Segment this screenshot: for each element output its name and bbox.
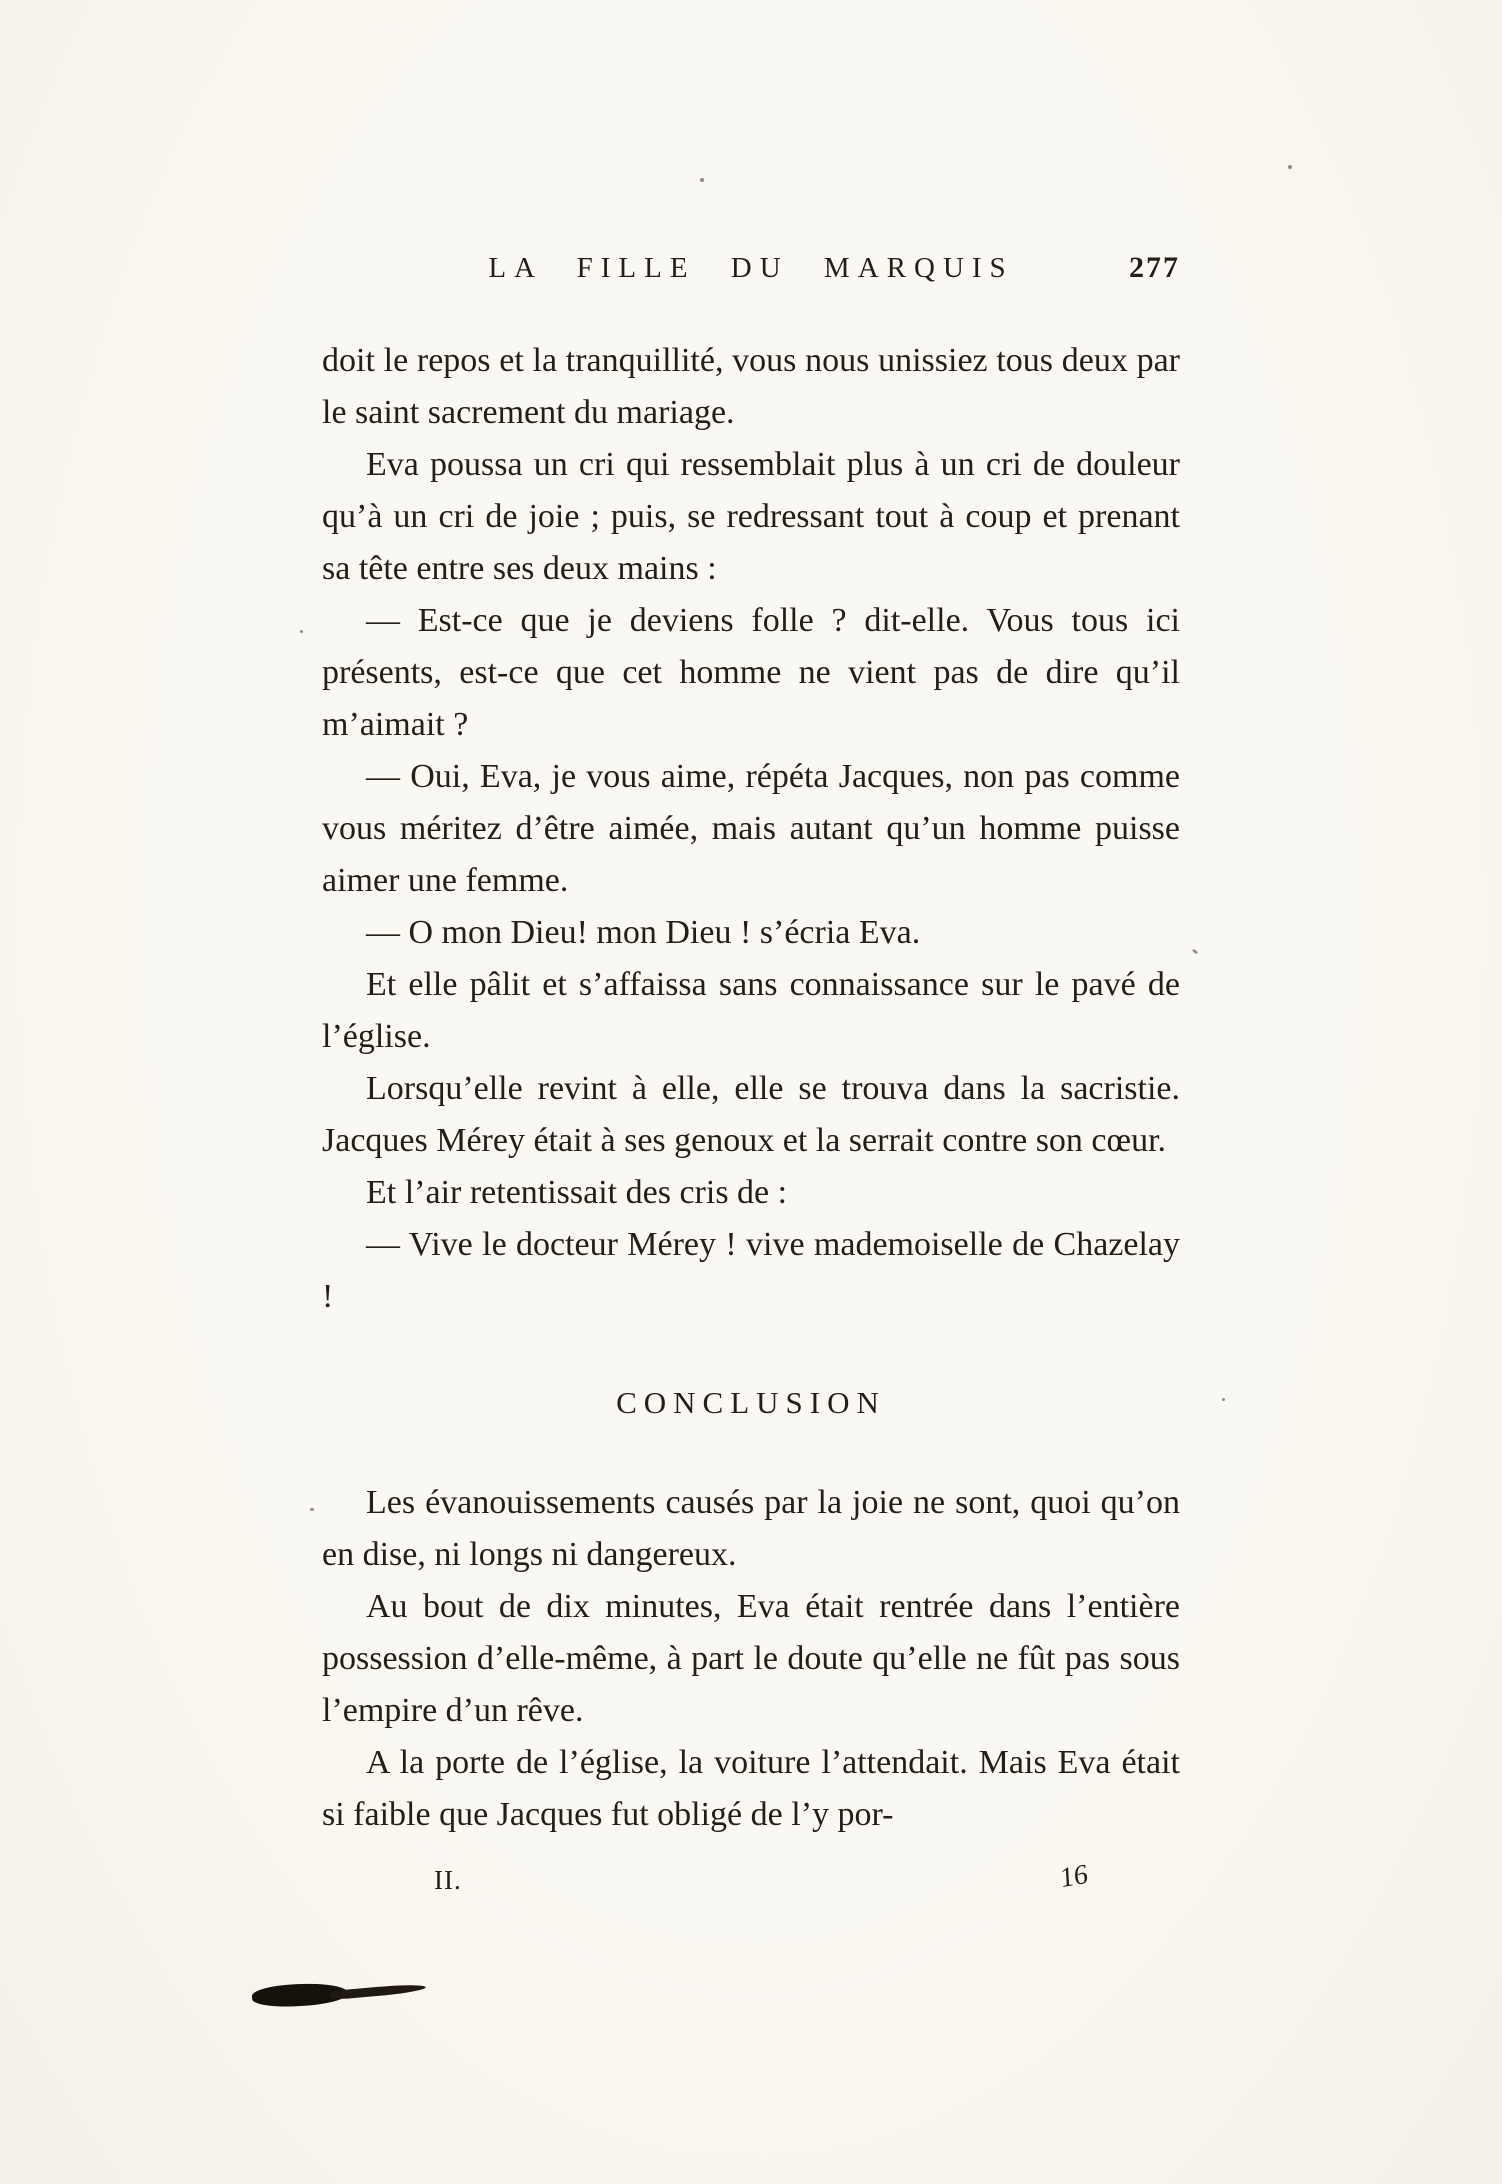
paragraph: Les évanouissements causés par la joie ne sont, quoi qu’on en dise, ni longs ni dangereux. bbox=[322, 1484, 1180, 1573]
body-text bbox=[322, 335, 1180, 1841]
chapter-running-title: LA FILLE DU MARQUIS bbox=[488, 252, 1014, 284]
paragraph: — Est-ce que je deviens folle ? dit-elle. Vous tous ici présents, est-ce que cet homme ne vient pas de dire qu’il m’aimait ? bbox=[322, 602, 1180, 743]
volume-mark: II. bbox=[434, 1865, 462, 1895]
paragraph: Au bout de dix minutes, Eva était rentrée dans l’entière possession d’elle-même, à part le doute qu’elle ne fût pas sous l’empire d’un rêve. bbox=[322, 1588, 1180, 1729]
paragraph: Lorsqu’elle revint à elle, elle se trouva dans la sacristie. Jacques Mérey était à ses genoux et la serrait contre son cœur. bbox=[322, 1070, 1180, 1159]
scan-speck bbox=[1192, 948, 1199, 954]
paragraph: — O mon Dieu! mon Dieu ! s’écria Eva. bbox=[366, 914, 921, 951]
paragraph: — Vive le docteur Mérey ! vive mademoiselle de Chazelay ! bbox=[322, 1226, 1180, 1315]
paragraph: Et elle pâlit et s’affaissa sans connaissance sur le pavé de l’église. bbox=[322, 966, 1180, 1055]
signature-mark: 16 bbox=[1059, 1858, 1089, 1895]
scan-speck bbox=[1288, 165, 1292, 169]
paragraph: — Oui, Eva, je vous aime, répéta Jacques, non pas comme vous méritez d’être aimée, mais autant qu’un homme puisse aimer une femme. bbox=[322, 758, 1180, 899]
scan-speck bbox=[310, 1508, 314, 1511]
ink-smudge bbox=[251, 1982, 348, 2009]
paragraph: Et l’air retentissait des cris de : bbox=[366, 1174, 788, 1211]
paragraph: A la porte de l’église, la voiture l’attendait. Mais Eva était si faible que Jacques fut obligé de l’y por- bbox=[322, 1744, 1180, 1833]
scan-speck bbox=[1222, 1398, 1225, 1401]
text-column bbox=[322, 252, 1180, 1907]
page-footer bbox=[322, 1858, 1180, 1907]
scan-speck bbox=[700, 178, 704, 182]
paragraph: doit le repos et la tranquillité, vous nous unissiez tous deux par le saint sacrement du mariage. bbox=[322, 342, 1180, 431]
running-header bbox=[322, 252, 1180, 285]
paragraph: Eva poussa un cri qui ressemblait plus à un cri de douleur qu’à un cri de joie ; puis, se redressant tout à coup et prenant sa tête entre ses deux mains : bbox=[322, 446, 1180, 587]
page-number: 277 bbox=[1129, 251, 1180, 284]
section-heading: CONCLUSION bbox=[616, 1385, 886, 1420]
scan-speck bbox=[300, 630, 303, 633]
